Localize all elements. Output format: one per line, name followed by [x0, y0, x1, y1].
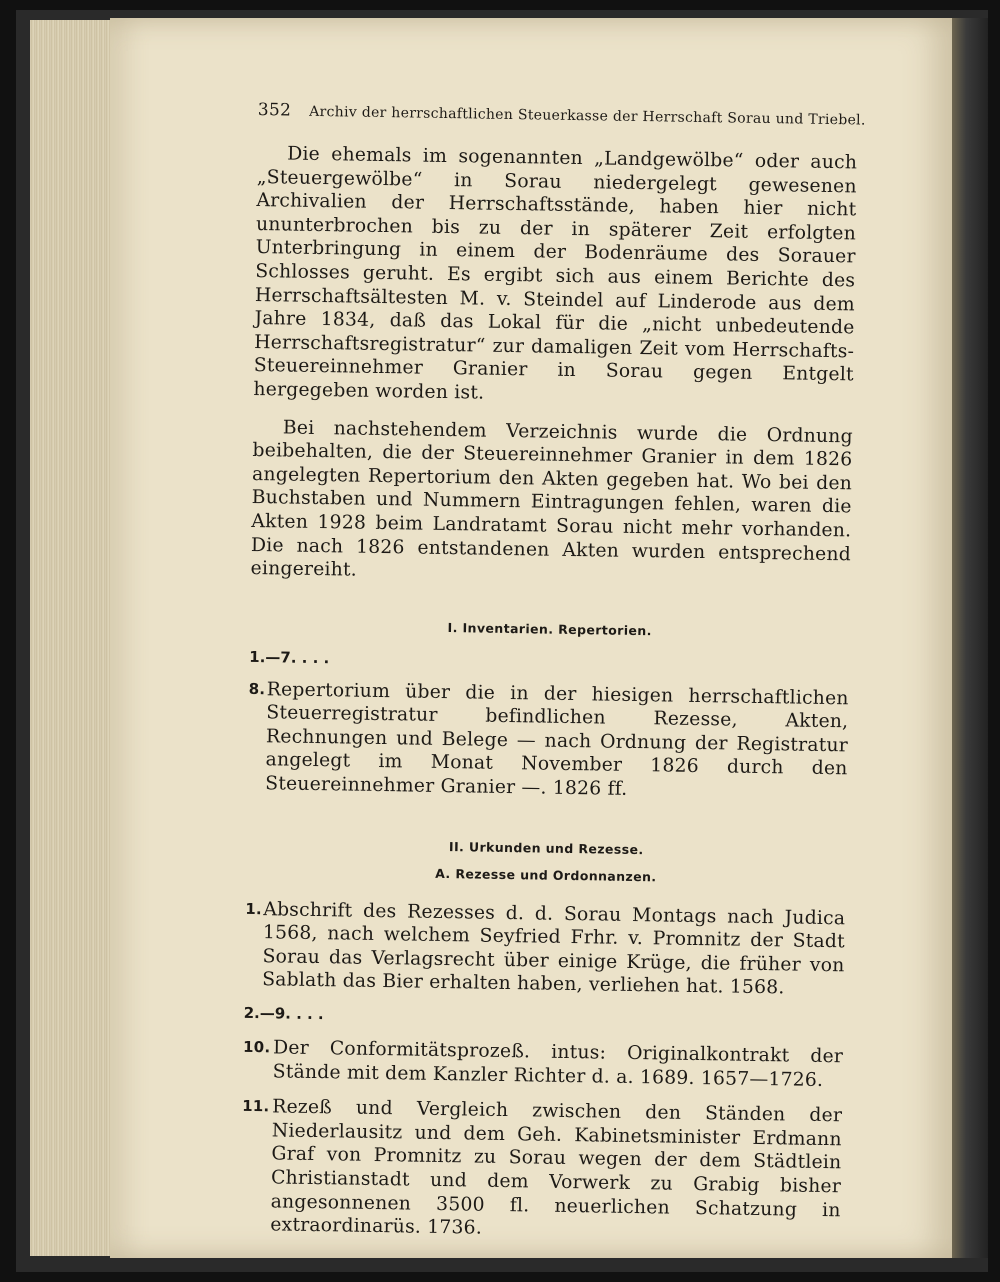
- entry-10: [243, 1036, 844, 1093]
- entry-text: Repertorium über die in der hiesigen herrschaftlichen Steuerregistratur befindlichen Rezesse, Akten, Rechnungen und Belege — nach Ordnung der Registratur angelegt im Monat November 1826 durch den Steuereinnehmer Granier —. 1826 ff.: [265, 678, 849, 800]
- entry-8: [247, 678, 849, 805]
- entry-11: [240, 1095, 842, 1246]
- page-edges: [30, 20, 120, 1256]
- section-heading-urkunden: II. Urkunden und Rezesse.: [448, 838, 644, 857]
- intro-paragraph-2: Bei nachstehendem Verzeichnis wurde die Ordnung beibehalten, die der Steuereinnehmer Granier in dem 1826 angelegten Repertorium den Akten gegeben hat. Wo bei den Buchstaben und Nummern Eintragungen fehlen, waren die Akten 1928 beim Landratamt Sorau nicht mehr vorhanden. Die nach 1826 entstandenen Akten wurden entsprechend eingereiht.: [250, 416, 853, 581]
- entry-1: [244, 898, 845, 1002]
- section-heading-inventarien: I. Inventarien. Repertorien.: [447, 619, 652, 638]
- entry-number: 11.: [242, 1097, 270, 1116]
- subsection-heading-rezesse: A. Rezesse und Ordonnanzen.: [435, 865, 657, 885]
- entry-number: 10.: [242, 1037, 271, 1057]
- page-content: [240, 100, 866, 1246]
- page-number: 352: [257, 100, 292, 121]
- entry-number: 1.: [245, 899, 262, 918]
- entry-text: Abschrift des Rezesses d. d. Sorau Montags nach Judica 1568, nach welchem Seyfried Frhr. v. Promnitz der Stadt Sorau das Verlagsrecht über einige Krüge, die früher von Sablath das Bier erhalten haben, verliehen hat. 1568.: [262, 898, 846, 999]
- running-head-title: Archiv der herrschaftlichen Steuerkasse der Herrschaft Sorau und Triebel.: [309, 103, 866, 129]
- entry-text: Der Conformitätsprozeß. intus: Originalkontrakt der Stände mit dem Kanzler Richter d. a. 1689. 1657—1726.: [272, 1037, 844, 1091]
- intro-paragraph-1: Die ehemals im sogenannten „Landgewölbe“ oder auch „Steuergewölbe“ in Sorau niedergelegt gewesenen Archivalien der Herrschaftsstände, haben hier nicht ununterbrochen bis zu der in späterer Zeit erfolgten Unterbringung in einem der Bodenräume des Sorauer Schlosses geruht. Es ergibt sich aus einem Berichte des Herrschaftsältesten M. v. Steindel auf Linderode aus dem Jahre 1834, daß das Lokal für die „nicht unbedeutende Herrschaftsregistratur“ zur damaligen Zeit vom Herrschafts-Steuereinnehmer Granier in Sorau gegen Entgelt hergegeben worden ist.: [253, 143, 858, 404]
- entry-text: Rezeß und Vergleich zwischen den Ständen der Niederlausitz und dem Geh. Kabinetsminister Erdmann Graf von Promnitz zu Sorau wegen der dem Städtlein Christianstadt und dem Vorwerk zu Grabig bisher angesonnenen 3500 fl. neuerlichen Schatzung in extraordinarüs. 1736.: [270, 1096, 843, 1239]
- book-gutter: [952, 18, 988, 1258]
- missing-range-2-9: 2.—9. . . .: [243, 1003, 324, 1024]
- entry-number: 8.: [248, 679, 266, 698]
- missing-range-1-7: 1.—7. . . .: [249, 647, 330, 667]
